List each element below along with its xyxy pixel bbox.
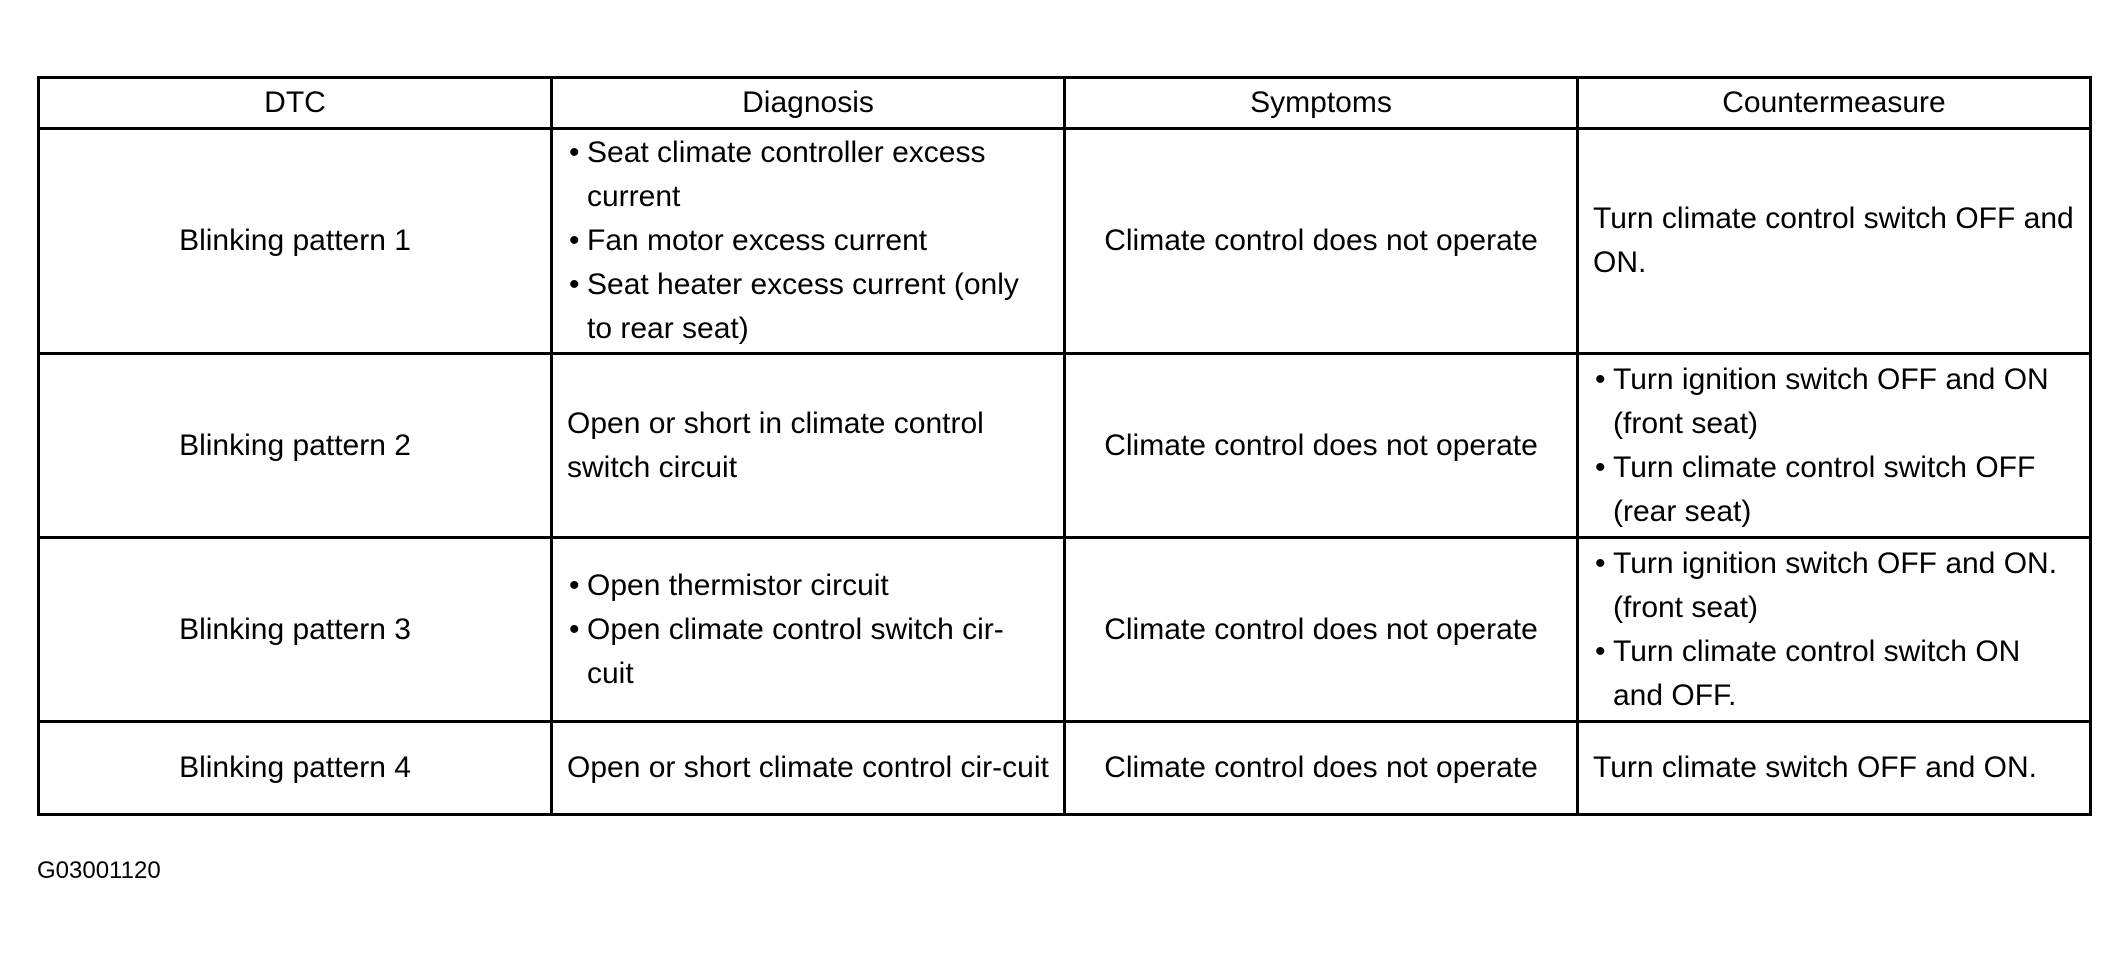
dtc-cell: Blinking pattern 2 [39,354,552,538]
table-row [39,538,2091,722]
list-item: • Turn ignition switch OFF and ON. (front seat) [1593,542,2075,630]
diagnosis-cell: Open or short climate control cir-cuit [552,722,1065,815]
header-symptoms: Symptoms [1065,78,1578,129]
list-item: • Turn climate control switch OFF (rear seat) [1593,446,2075,534]
dtc-cell: Blinking pattern 4 [39,722,552,815]
countermeasure-list [1593,542,2075,718]
diagnosis-cell [552,129,1065,354]
symptoms-cell: Climate control does not operate [1065,722,1578,815]
table-row [39,354,2091,538]
diagnosis-list [567,564,1049,696]
dtc-cell: Blinking pattern 1 [39,129,552,354]
diagnosis-cell: Open or short in climate control switch circuit [552,354,1065,538]
list-item: • Open climate control switch cir-cuit [567,608,1049,696]
countermeasure-cell: Turn climate control switch OFF and ON. [1578,129,2091,354]
table-header-row [39,78,2091,129]
countermeasure-cell [1578,538,2091,722]
header-countermeasure: Countermeasure [1578,78,2091,129]
symptoms-cell: Climate control does not operate [1065,538,1578,722]
table-row [39,129,2091,354]
figure-code: G03001120 [37,857,161,884]
countermeasure-cell: Turn climate switch OFF and ON. [1578,722,2091,815]
countermeasure-cell [1578,354,2091,538]
header-dtc: DTC [39,78,552,129]
diagnosis-cell [552,538,1065,722]
symptoms-cell: Climate control does not operate [1065,129,1578,354]
header-diagnosis: Diagnosis [552,78,1065,129]
dtc-table [37,76,2092,816]
list-item: • Turn climate control switch ON and OFF. [1593,630,2075,718]
countermeasure-list [1593,358,2075,534]
list-item: • Seat climate controller excess current [567,131,1049,219]
symptoms-cell: Climate control does not operate [1065,354,1578,538]
list-item: • Open thermistor circuit [567,564,1049,608]
dtc-cell: Blinking pattern 3 [39,538,552,722]
diagnosis-list [567,131,1049,351]
list-item: • Turn ignition switch OFF and ON (front seat) [1593,358,2075,446]
list-item: • Seat heater excess current (only to rear seat) [567,263,1049,351]
list-item: • Fan motor excess current [567,219,1049,263]
table-row [39,722,2091,815]
